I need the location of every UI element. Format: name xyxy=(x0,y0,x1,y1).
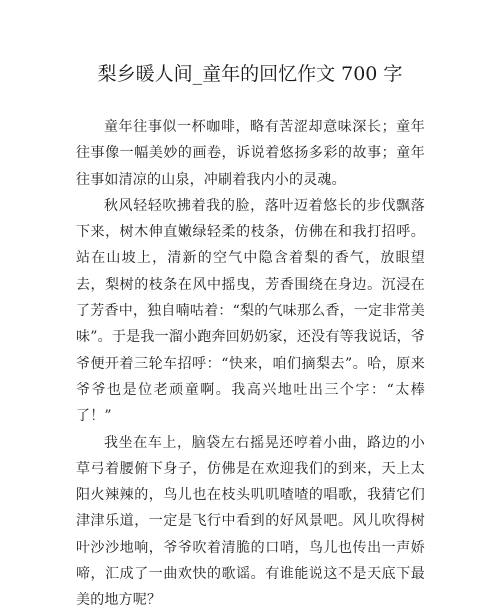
paragraph-3: 我坐在车上，脑袋左右摇晃还哼着小曲，路边的小草弓着腰俯下身子，仿佛是在欢迎我们的到来，天上太阳火辣辣的，鸟儿也在枝头叽叽喳喳的唱歌，我猜它们津津乐道，一定是飞行中看到的好风景吧。风儿吹得树叶沙沙地响，爷爷吹着清脆的口哨，鸟儿也传出一声娇啼，汇成了一曲欢快的歌谣。有谁能说这不是天底下最美的地方呢？ xyxy=(76,434,425,609)
document-body xyxy=(76,114,425,614)
paragraph-1: 童年往事似一杯咖啡，略有苦涩却意味深长；童年往事像一幅美妙的画卷，诉说着悠扬多彩的故事；童年往事如清凉的山泉，冲刷着我内小的灵魂。 xyxy=(76,119,425,188)
paragraph-2: 秋风轻轻吹拂着我的脸，落叶迈着悠长的步伐飘落下来，树木伸直嫩绿轻柔的枝条，仿佛在和我打招呼。站在山坡上，清新的空气中隐含着梨的香气，放眼望去，梨树的枝条在风中摇曳，芳香围绕在身边。沉浸在了芳香中，独自喃咕着：“梨的气味那么香，一定非常美味”。于是我一溜小跑奔回奶奶家，还没有等我说话，爷爷便开着三轮车招呼：“快来，咱们摘梨去”。哈，原来爷爷也是位老顽童啊。我高兴地吐出三个字：“太棒了！” xyxy=(76,197,425,425)
document-title: 梨乡暖人间_童年的回忆作文 700 字 xyxy=(97,63,403,85)
